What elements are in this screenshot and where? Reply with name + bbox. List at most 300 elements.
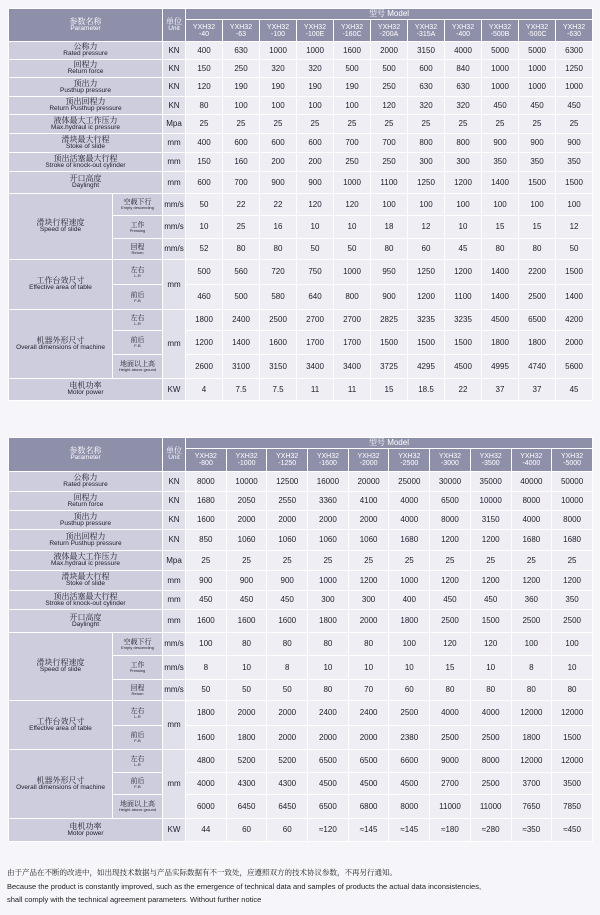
- value-cell: 350: [519, 153, 556, 172]
- value-cell: 25: [430, 551, 471, 571]
- value-cell: 25: [186, 551, 227, 571]
- sub-param-en: Return: [131, 249, 144, 255]
- sub-param-cell: [113, 701, 163, 726]
- value-cell: 100: [371, 194, 408, 216]
- value-cell: 500: [371, 60, 408, 78]
- unit-cell: mm: [163, 153, 186, 172]
- param-zh: 机器外形尺寸: [36, 775, 85, 785]
- data-row: [9, 134, 593, 153]
- value-cell: 2380: [389, 726, 430, 750]
- value-cell: 2000: [348, 511, 389, 530]
- param-en: Return Pusthup pressure: [49, 539, 122, 547]
- sub-param-zh: 空载下行: [123, 199, 152, 206]
- value-cell: 3150: [470, 511, 511, 530]
- sub-param-zh: 左右: [130, 707, 145, 715]
- value-cell: 3150: [260, 355, 297, 379]
- value-cell: 4000: [430, 701, 471, 726]
- value-cell: 800: [408, 134, 445, 153]
- value-cell: 1600: [186, 610, 227, 633]
- value-cell: 12000: [552, 701, 593, 726]
- footer-note-zh: 由于产品在不断的改进中，如出现技术数据与产品实际数据有不一致处，应遵照双方的技术协议参数，不再另行通知。: [7, 868, 397, 877]
- param-cell: [9, 97, 163, 115]
- unit-cell: KN: [163, 78, 186, 97]
- model-name: [552, 449, 593, 472]
- sub-param-en: F-B: [134, 297, 141, 303]
- unit-cell: KW: [163, 379, 186, 401]
- param-en: Speed of slide: [39, 666, 82, 674]
- value-cell: 22: [260, 194, 297, 216]
- value-cell: 850: [186, 530, 227, 551]
- value-cell: 1060: [267, 530, 308, 551]
- value-cell: 30000: [430, 472, 471, 492]
- data-row: [9, 153, 593, 172]
- value-cell: 7.5: [260, 379, 297, 401]
- param-en: Speed of slide: [39, 226, 82, 234]
- value-cell: 50: [226, 680, 267, 701]
- unit-cell: mm: [163, 310, 186, 379]
- value-cell: 80: [470, 680, 511, 701]
- param-cell: [9, 511, 163, 530]
- value-cell: 1800: [186, 310, 223, 331]
- parameter-header: [9, 438, 163, 472]
- value-cell: 120: [371, 97, 408, 115]
- model-series: YXH32: [192, 23, 216, 31]
- sub-param-zh: 地面以上高: [120, 361, 155, 368]
- value-cell: 900: [371, 285, 408, 310]
- param-zh: 滑块最大行程: [61, 572, 110, 582]
- sub-param-zh: 前后: [130, 732, 145, 739]
- value-cell: 5000: [519, 42, 556, 60]
- parameter-header-zh: 参数名称: [69, 16, 102, 26]
- model-code: -500B: [490, 30, 510, 38]
- unit-cell: mm/s: [163, 656, 186, 680]
- model-code: -200A: [379, 30, 399, 38]
- value-cell: 25: [482, 115, 519, 134]
- data-row: [9, 97, 593, 115]
- header-row: [9, 9, 593, 20]
- value-cell: 3150: [408, 42, 445, 60]
- value-cell: 8000: [511, 492, 552, 511]
- value-cell: 80: [519, 239, 556, 260]
- model-series: YXH32: [560, 453, 584, 460]
- model-name: [267, 449, 308, 472]
- value-cell: 190: [260, 78, 297, 97]
- value-cell: 7850: [552, 795, 593, 819]
- value-cell: 4: [186, 379, 223, 401]
- unit-cell: KN: [163, 42, 186, 60]
- value-cell: 320: [297, 60, 334, 78]
- value-cell: 900: [297, 172, 334, 194]
- param-cell: [9, 591, 163, 610]
- model-name: [186, 449, 227, 472]
- value-cell: 1000: [297, 42, 334, 60]
- value-cell: 500: [186, 260, 223, 285]
- model-code: -630: [567, 30, 582, 38]
- sub-param-en: Empty descending: [121, 644, 154, 650]
- model-name: [511, 449, 552, 472]
- param-cell: [9, 571, 163, 591]
- value-cell: 2500: [470, 773, 511, 795]
- param-cell: [9, 78, 163, 97]
- param-en: Return Pusthup pressure: [49, 105, 122, 113]
- value-cell: 3235: [445, 310, 482, 331]
- value-cell: 25: [511, 551, 552, 571]
- data-row: [9, 310, 593, 331]
- model-code: -160C: [342, 30, 362, 38]
- value-cell: 2000: [371, 42, 408, 60]
- value-cell: 640: [297, 285, 334, 310]
- value-cell: 500: [223, 285, 260, 310]
- value-cell: 80: [371, 239, 408, 260]
- value-cell: 1200: [186, 331, 223, 355]
- value-cell: 900: [260, 172, 297, 194]
- value-cell: 1250: [408, 172, 445, 194]
- sub-param-cell: [113, 310, 163, 331]
- value-cell: 900: [482, 134, 519, 153]
- value-cell: 4300: [226, 773, 267, 795]
- model-name: [186, 20, 223, 42]
- value-cell: 1680: [511, 530, 552, 551]
- unit-cell: mm: [163, 610, 186, 633]
- value-cell: 630: [408, 78, 445, 97]
- sub-param-cell: [113, 656, 163, 680]
- model-code: -800: [198, 460, 213, 467]
- value-cell: 6800: [348, 795, 389, 819]
- value-cell: 1000: [482, 78, 519, 97]
- value-cell: 460: [186, 285, 223, 310]
- param-zh: 液体最大工作压力: [53, 552, 118, 562]
- unit-header-zh: 单位: [166, 16, 182, 26]
- model-code: -4000: [522, 460, 541, 467]
- model-series: YXH32: [235, 453, 258, 460]
- data-row: [9, 633, 593, 656]
- param-zh: 回程力: [73, 492, 98, 502]
- value-cell: 25: [297, 115, 334, 134]
- value-cell: 800: [445, 134, 482, 153]
- value-cell: 450: [556, 97, 593, 115]
- value-cell: 1600: [186, 511, 227, 530]
- value-cell: 52: [186, 239, 223, 260]
- value-cell: 100: [389, 633, 430, 656]
- value-cell: 200: [260, 153, 297, 172]
- value-cell: 80: [308, 633, 349, 656]
- param-en: Stoke of slide: [65, 142, 106, 150]
- data-row: [9, 60, 593, 78]
- sub-param-zh: 回程: [130, 243, 145, 251]
- value-cell: 44: [186, 819, 227, 842]
- model-name: [226, 449, 267, 472]
- value-cell: 60: [389, 680, 430, 701]
- unit-cell: Mpa: [163, 115, 186, 134]
- sub-param-zh: 回程: [130, 684, 145, 692]
- param-cell: [9, 492, 163, 511]
- value-cell: 80: [552, 680, 593, 701]
- value-cell: 2400: [348, 701, 389, 726]
- model-name: [308, 449, 349, 472]
- data-row: [9, 511, 593, 530]
- data-row: [9, 194, 593, 216]
- param-cell: [9, 472, 163, 492]
- value-cell: 1000: [334, 172, 371, 194]
- value-cell: 600: [260, 134, 297, 153]
- param-zh: 滑块最大行程: [61, 134, 110, 144]
- value-cell: 2000: [348, 610, 389, 633]
- value-cell: 1600: [334, 42, 371, 60]
- value-cell: 1800: [308, 610, 349, 633]
- value-cell: 12000: [511, 750, 552, 773]
- model-series: YXH32: [276, 453, 299, 460]
- param-cell: [9, 42, 163, 60]
- unit-cell: mm: [163, 701, 186, 750]
- value-cell: 100: [556, 194, 593, 216]
- value-cell: 120: [186, 78, 223, 97]
- value-cell: 2500: [511, 610, 552, 633]
- param-cell: [9, 153, 163, 172]
- data-row: [9, 701, 593, 726]
- param-cell: [9, 172, 163, 194]
- value-cell: 630: [223, 42, 260, 60]
- model-series: YXH32: [488, 23, 512, 31]
- group-param-cell: [9, 701, 113, 750]
- value-cell: 1500: [556, 260, 593, 285]
- param-en: Rated pressure: [63, 50, 108, 58]
- value-cell: 37: [519, 379, 556, 401]
- value-cell: 10: [297, 216, 334, 239]
- value-cell: 300: [348, 591, 389, 610]
- param-zh: 滑块行程速度: [36, 658, 85, 668]
- value-cell: 1200: [511, 571, 552, 591]
- value-cell: 6500: [308, 750, 349, 773]
- value-cell: 10: [186, 216, 223, 239]
- value-cell: 1400: [556, 285, 593, 310]
- model-series: YXH32: [438, 453, 462, 460]
- sub-param-zh: 工作: [130, 662, 145, 669]
- value-cell: 10000: [552, 492, 593, 511]
- model-series: YXH32: [303, 23, 327, 31]
- value-cell: 1800: [482, 331, 519, 355]
- param-zh: 公称力: [73, 473, 98, 483]
- value-cell: 2825: [371, 310, 408, 331]
- value-cell: 1060: [348, 530, 389, 551]
- value-cell: 4200: [556, 310, 593, 331]
- value-cell: 12: [408, 216, 445, 239]
- value-cell: 9000: [430, 750, 471, 773]
- value-cell: 80: [430, 680, 471, 701]
- value-cell: 8000: [552, 511, 593, 530]
- sub-param-cell: [113, 773, 163, 795]
- value-cell: 4300: [267, 773, 308, 795]
- value-cell: 250: [223, 60, 260, 78]
- value-cell: 100: [445, 194, 482, 216]
- value-cell: 1250: [556, 60, 593, 78]
- value-cell: 400: [389, 591, 430, 610]
- data-row: [9, 551, 593, 571]
- value-cell: 2000: [267, 726, 308, 750]
- spec-table-1: [8, 8, 593, 401]
- model-code: -2500: [400, 460, 419, 467]
- param-en: Effective area of table: [29, 724, 92, 732]
- sub-param-en: L-R: [134, 320, 141, 326]
- model-name: [519, 20, 556, 42]
- unit-cell: KN: [163, 530, 186, 551]
- value-cell: 320: [408, 97, 445, 115]
- value-cell: 700: [371, 134, 408, 153]
- value-cell: 8000: [389, 795, 430, 819]
- value-cell: 450: [470, 591, 511, 610]
- value-cell: 500: [334, 60, 371, 78]
- param-zh: 开口高度: [69, 174, 102, 184]
- value-cell: 120: [430, 633, 471, 656]
- value-cell: 1600: [226, 610, 267, 633]
- value-cell: 12000: [552, 750, 593, 773]
- value-cell: 2700: [430, 773, 471, 795]
- value-cell: 60: [408, 239, 445, 260]
- value-cell: 3700: [511, 773, 552, 795]
- param-cell: [9, 551, 163, 571]
- model-code: -100E: [305, 30, 325, 38]
- data-row: [9, 172, 593, 194]
- value-cell: 80: [348, 633, 389, 656]
- value-cell: ≈145: [389, 819, 430, 842]
- value-cell: 4800: [186, 750, 227, 773]
- data-row: [9, 530, 593, 551]
- value-cell: 100: [408, 194, 445, 216]
- unit-cell: mm/s: [163, 194, 186, 216]
- value-cell: 1680: [389, 530, 430, 551]
- unit-cell: KN: [163, 492, 186, 511]
- param-zh: 电机功率: [69, 381, 102, 391]
- value-cell: 70: [348, 680, 389, 701]
- value-cell: 150: [186, 153, 223, 172]
- unit-cell: KW: [163, 819, 186, 842]
- value-cell: 10: [389, 656, 430, 680]
- model-series: YXH32: [229, 23, 253, 31]
- data-row: [9, 750, 593, 773]
- model-series: YXH32: [520, 453, 543, 460]
- value-cell: 120: [470, 633, 511, 656]
- value-cell: 700: [334, 134, 371, 153]
- unit-cell: mm: [163, 571, 186, 591]
- value-cell: 900: [267, 571, 308, 591]
- model-header: 型号 Model: [186, 9, 593, 20]
- param-en: Stroke of knock-out cylinder: [45, 161, 126, 169]
- value-cell: 1200: [470, 571, 511, 591]
- model-series: YXH32: [357, 453, 380, 460]
- param-en: Overall dimensions of machine: [16, 343, 105, 351]
- model-name: [223, 20, 260, 42]
- model-code: -3000: [441, 460, 459, 467]
- sub-param-zh: 前后: [130, 337, 145, 344]
- value-cell: 5200: [267, 750, 308, 773]
- value-cell: 6300: [556, 42, 593, 60]
- data-row: [9, 819, 593, 842]
- param-cell: [9, 115, 163, 134]
- value-cell: 4500: [308, 773, 349, 795]
- value-cell: 2000: [308, 511, 349, 530]
- value-cell: 1800: [389, 610, 430, 633]
- value-cell: 700: [223, 172, 260, 194]
- value-cell: ≈120: [308, 819, 349, 842]
- value-cell: 1200: [445, 172, 482, 194]
- sub-param-en: L-R: [134, 761, 141, 767]
- value-cell: 2700: [334, 310, 371, 331]
- model-name: [470, 449, 511, 472]
- value-cell: 25: [470, 551, 511, 571]
- value-cell: 1600: [267, 610, 308, 633]
- data-row: [9, 472, 593, 492]
- model-code: -1000: [237, 460, 256, 467]
- value-cell: 4500: [445, 355, 482, 379]
- value-cell: 4500: [482, 310, 519, 331]
- value-cell: 1250: [408, 260, 445, 285]
- value-cell: 2200: [519, 260, 556, 285]
- value-cell: 120: [297, 194, 334, 216]
- value-cell: 1400: [482, 260, 519, 285]
- value-cell: 250: [371, 153, 408, 172]
- value-cell: 11000: [430, 795, 471, 819]
- value-cell: 80: [308, 680, 349, 701]
- value-cell: 3500: [552, 773, 593, 795]
- value-cell: 1500: [371, 331, 408, 355]
- value-cell: 2700: [297, 310, 334, 331]
- param-zh: 工作台效尺寸: [36, 276, 85, 286]
- value-cell: 5200: [226, 750, 267, 773]
- value-cell: 560: [223, 260, 260, 285]
- value-cell: 10: [334, 216, 371, 239]
- value-cell: 190: [223, 78, 260, 97]
- value-cell: 1200: [348, 571, 389, 591]
- value-cell: 20000: [348, 472, 389, 492]
- value-cell: 2500: [260, 310, 297, 331]
- value-cell: 360: [511, 591, 552, 610]
- value-cell: 100: [511, 633, 552, 656]
- model-name: [430, 449, 471, 472]
- param-zh: 滑块行程速度: [36, 218, 85, 228]
- data-row: [9, 260, 593, 285]
- value-cell: 1000: [482, 60, 519, 78]
- data-row: [9, 492, 593, 511]
- param-en: Max.hydraul ic pressure: [51, 560, 120, 568]
- param-en: Stoke of slide: [65, 580, 106, 588]
- value-cell: 2500: [430, 610, 471, 633]
- value-cell: 60: [226, 819, 267, 842]
- model-name: [408, 20, 445, 42]
- value-cell: 350: [482, 153, 519, 172]
- param-zh: 顶出回程力: [65, 97, 106, 107]
- value-cell: 160: [223, 153, 260, 172]
- parameter-header-en: Parameter: [70, 454, 101, 462]
- value-cell: 100: [552, 633, 593, 656]
- value-cell: 1600: [186, 726, 227, 750]
- value-cell: 10: [470, 656, 511, 680]
- value-cell: 50: [186, 680, 227, 701]
- sub-param-en: F-B: [134, 738, 141, 743]
- value-cell: 2000: [556, 331, 593, 355]
- param-en: Overall dimensions of machine: [16, 783, 105, 791]
- value-cell: 10000: [470, 492, 511, 511]
- value-cell: 600: [223, 134, 260, 153]
- value-cell: 18: [371, 216, 408, 239]
- param-cell: [9, 819, 163, 842]
- value-cell: 1200: [430, 530, 471, 551]
- value-cell: 11: [297, 379, 334, 401]
- sub-param-en: Empty descending: [121, 205, 154, 210]
- group-param-cell: [9, 633, 113, 701]
- unit-cell: Mpa: [163, 551, 186, 571]
- value-cell: 1200: [552, 571, 593, 591]
- value-cell: 580: [260, 285, 297, 310]
- value-cell: 4295: [408, 355, 445, 379]
